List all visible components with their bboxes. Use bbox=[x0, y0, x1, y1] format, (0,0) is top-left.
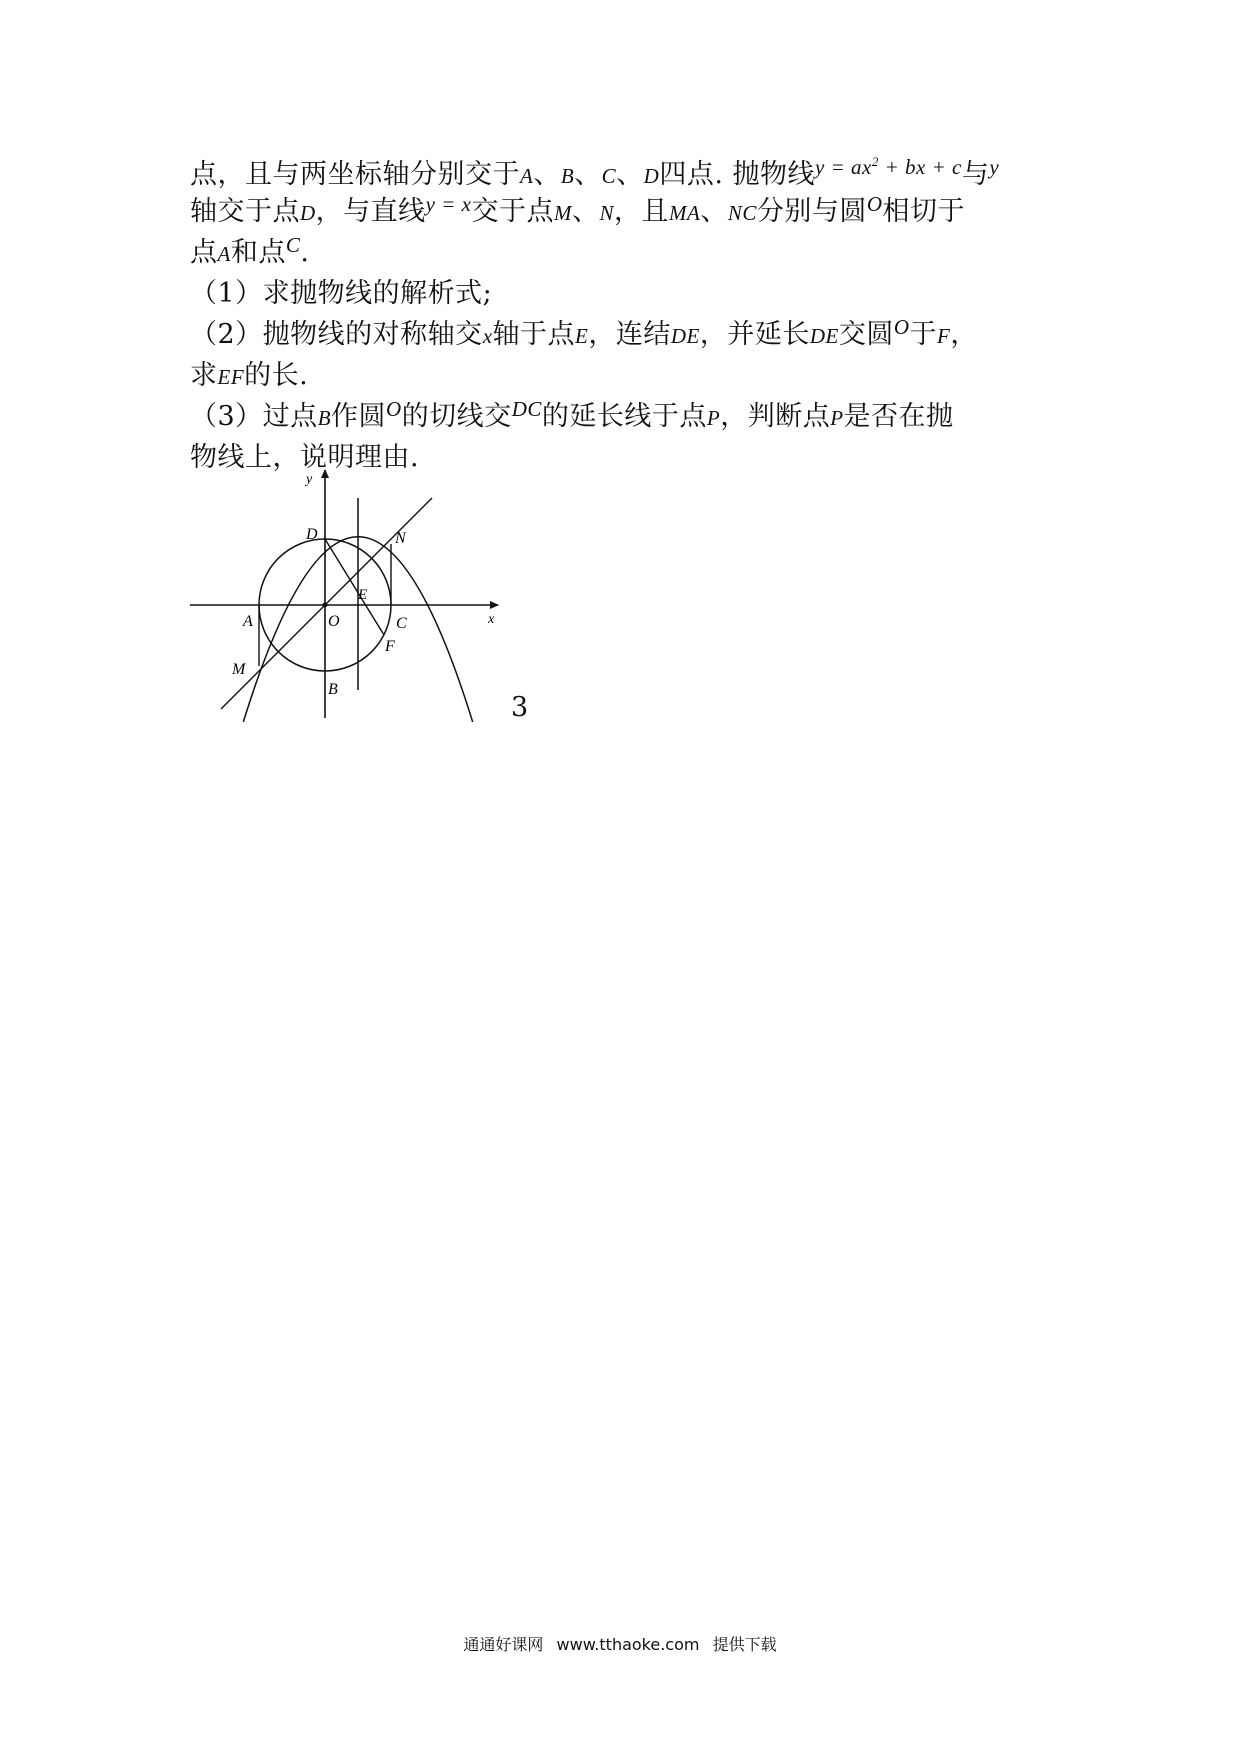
text: 是否在抛 bbox=[843, 401, 954, 432]
text: 的长. bbox=[244, 360, 309, 391]
problem-line-3 bbox=[190, 232, 1070, 273]
y-axis-label: y bbox=[306, 472, 313, 487]
text: 分别与圆 bbox=[756, 196, 867, 227]
footer-url[interactable]: www.tthaoke.com bbox=[556, 1635, 700, 1654]
problem-line-6 bbox=[190, 355, 1070, 396]
text: 求 bbox=[190, 360, 218, 391]
text: ，并延长 bbox=[699, 319, 810, 350]
point-f-label: F bbox=[385, 638, 395, 655]
footer bbox=[0, 1632, 1240, 1655]
math-N: N bbox=[599, 201, 614, 225]
text: 作圆 bbox=[331, 401, 387, 432]
text: ，判断点 bbox=[720, 401, 831, 432]
text: （2）抛物线的对称轴交 bbox=[190, 319, 483, 350]
text: 交圆 bbox=[838, 319, 894, 350]
math-F: F bbox=[937, 324, 951, 348]
point-a-label: A bbox=[243, 613, 253, 630]
text: ，与直线 bbox=[315, 196, 426, 227]
text: 四点. 抛物线 bbox=[659, 159, 816, 190]
math-E: E bbox=[575, 324, 589, 348]
text: 点 bbox=[190, 237, 218, 268]
line-equation: y = x bbox=[425, 192, 472, 216]
origin-dot bbox=[323, 603, 328, 608]
problem-line-1 bbox=[190, 150, 1070, 191]
text: ， bbox=[950, 319, 978, 350]
point-m-label: M bbox=[232, 661, 246, 678]
text: 轴交于点 bbox=[190, 196, 300, 227]
math-B: B bbox=[560, 164, 575, 188]
text: 相切于 bbox=[882, 196, 966, 227]
sep: 、 bbox=[616, 159, 644, 190]
text: 与 bbox=[961, 159, 990, 190]
math-DC: DC bbox=[511, 397, 542, 421]
problem-line-5 bbox=[190, 314, 1070, 355]
footer-suffix: 提供下载 bbox=[712, 1635, 777, 1654]
math-NC: NC bbox=[727, 201, 757, 225]
text: 轴于点 bbox=[492, 319, 576, 350]
math-A: A bbox=[520, 164, 534, 188]
x-axis-label: x bbox=[488, 612, 495, 627]
text: ，连结 bbox=[588, 319, 671, 350]
sep: 、 bbox=[700, 196, 728, 227]
sep: 、 bbox=[571, 196, 600, 227]
text: 物线上，说明理由. bbox=[190, 442, 420, 473]
problem-line-7 bbox=[190, 396, 1070, 437]
math-y: y bbox=[989, 155, 1000, 179]
math-DE: DE bbox=[670, 324, 700, 348]
math-C: C bbox=[285, 233, 301, 257]
math-D: D bbox=[643, 164, 660, 188]
sep: 、 bbox=[574, 159, 602, 190]
math-O: O bbox=[386, 397, 402, 421]
math-DE: DE bbox=[809, 324, 839, 348]
text: （3）过点 bbox=[190, 401, 318, 432]
point-e-label: E bbox=[358, 587, 368, 603]
question-1: （1）求抛物线的解析式; bbox=[190, 278, 493, 309]
problem-line-2 bbox=[190, 191, 1070, 232]
math-M: M bbox=[553, 201, 572, 225]
text: . bbox=[300, 237, 310, 268]
text: 于 bbox=[909, 319, 938, 350]
problem-text bbox=[190, 150, 1070, 478]
math-x: x bbox=[482, 324, 493, 348]
text: 和点 bbox=[230, 237, 286, 268]
math-D: D bbox=[300, 201, 316, 225]
point-n-label: N bbox=[395, 530, 406, 547]
point-o-label: O bbox=[328, 613, 340, 630]
text: 点，且与两坐标轴分别交于 bbox=[190, 159, 520, 190]
point-c-label: C bbox=[396, 615, 407, 632]
figure-svg bbox=[185, 460, 515, 722]
point-b-label: B bbox=[328, 681, 338, 698]
math-C: C bbox=[601, 164, 617, 188]
text: 的延长线于点 bbox=[541, 401, 707, 432]
math-O: O bbox=[893, 315, 910, 339]
text: 的切线交 bbox=[401, 401, 512, 432]
point-d-label: D bbox=[306, 526, 318, 543]
parabola-equation: y = ax2 + bx + c bbox=[815, 154, 962, 179]
math-A: A bbox=[217, 242, 231, 266]
math-MA: MA bbox=[669, 201, 701, 225]
sep: 、 bbox=[533, 159, 561, 190]
math-O: O bbox=[866, 192, 883, 216]
problem-line-4 bbox=[190, 273, 1070, 314]
text: ，且 bbox=[614, 196, 669, 227]
math-P: P bbox=[706, 406, 721, 430]
page-number: 3 bbox=[511, 692, 529, 723]
footer-site-name: 通通好课网 bbox=[463, 1635, 544, 1654]
geometry-figure bbox=[185, 460, 515, 722]
math-EF: EF bbox=[217, 365, 245, 389]
math-B: B bbox=[317, 406, 332, 430]
math-P: P bbox=[830, 406, 844, 430]
text: 交于点 bbox=[471, 196, 554, 227]
